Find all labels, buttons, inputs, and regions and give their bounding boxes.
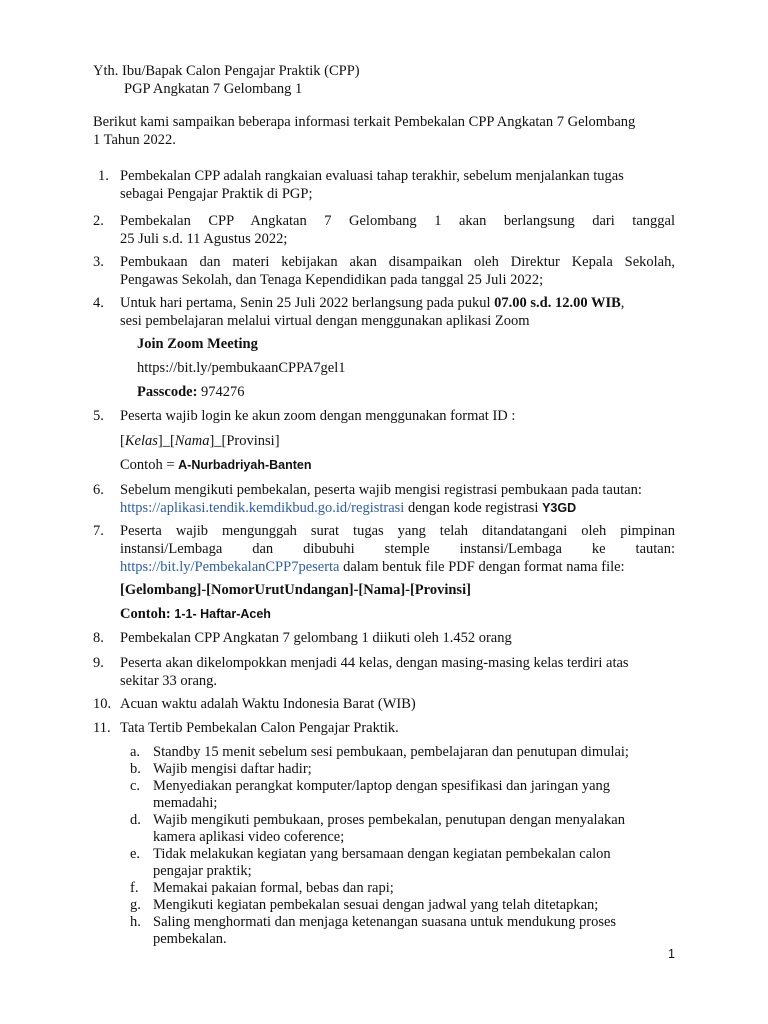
page-number: 1 bbox=[668, 947, 675, 961]
example-value: A-Nurbadriyah-Banten bbox=[178, 458, 312, 472]
salutation-line-1: Yth. Ibu/Bapak Calon Pengajar Praktik (CPP) bbox=[93, 63, 360, 79]
rule-g-line-1: Mengikuti kegiatan pembekalan sesuai dengan jadwal yang telah ditetapkan; bbox=[153, 897, 599, 913]
rule-f-letter: f. bbox=[130, 880, 139, 896]
item-10-number: 10. bbox=[93, 696, 112, 712]
registration-text: dengan kode registrasi bbox=[404, 500, 543, 516]
zoom-title bbox=[137, 335, 258, 353]
zoom-title-text: Join Zoom Meeting bbox=[137, 336, 258, 352]
format-bracket: [ bbox=[120, 433, 125, 449]
rule-c-line-2: memadahi; bbox=[153, 795, 218, 811]
item-7-number: 7. bbox=[93, 523, 104, 539]
item-7-line-1: Peserta wajib mengunggah surat tugas yang telah ditandatangani oleh pimpinan bbox=[120, 523, 675, 539]
item-3-line-1: Pembukaan dan materi kebijakan akan disampaikan oleh Direktur Kepala Sekolah, bbox=[120, 254, 675, 270]
item-1-number: 1. bbox=[98, 168, 109, 184]
format-sep: ]_[ bbox=[157, 433, 175, 449]
item-7-example-label: Contoh: bbox=[120, 606, 175, 622]
item-6-number: 6. bbox=[93, 482, 104, 498]
rule-f-line-1: Memakai pakaian formal, bebas dan rapi; bbox=[153, 880, 394, 896]
item-5-example bbox=[120, 456, 311, 474]
item-2-number: 2. bbox=[93, 213, 104, 229]
item-11-line-1: Tata Tertib Pembekalan Calon Pengajar Praktik. bbox=[120, 720, 399, 736]
rule-b-letter: b. bbox=[130, 761, 141, 777]
rule-d-letter: d. bbox=[130, 812, 141, 828]
item-5-id-format bbox=[120, 432, 280, 450]
item-7-line-3 bbox=[120, 558, 625, 576]
rule-c-letter: c. bbox=[130, 778, 141, 794]
passcode-value: 974276 bbox=[197, 384, 245, 400]
rule-h-line-1: Saling menghormati dan menjaga ketenangan suasana untuk mendukung proses bbox=[153, 914, 617, 930]
rule-b-line-1: Wajib mengisi daftar hadir; bbox=[153, 761, 312, 777]
item-6-line-2 bbox=[120, 499, 576, 517]
item-7-line-2: instansi/Lembaga dan dibubuhi stemple instansi/Lembaga ke tautan: bbox=[120, 541, 675, 557]
item-9-number: 9. bbox=[93, 655, 104, 671]
registration-link[interactable]: https://aplikasi.tendik.kemdikbud.go.id/registrasi bbox=[120, 500, 405, 516]
format-provinsi: ]_[Provinsi] bbox=[209, 433, 280, 449]
item-8-number: 8. bbox=[93, 630, 104, 646]
item-5-number: 5. bbox=[93, 408, 104, 424]
upload-text: dalam bentuk file PDF dengan format nama file: bbox=[339, 559, 625, 575]
item-9-line-1: Peserta akan dikelompokkan menjadi 44 kelas, dengan masing-masing kelas terdiri atas bbox=[120, 655, 629, 671]
rule-h-line-2: pembekalan. bbox=[153, 931, 227, 947]
item-3-line-2: Pengawas Sekolah, dan Tenaga Kependidikan pada tanggal 25 Juli 2022; bbox=[120, 272, 544, 288]
item-10-line-1: Acuan waktu adalah Waktu Indonesia Barat (WIB) bbox=[120, 696, 416, 712]
file-name-format bbox=[120, 581, 471, 599]
zoom-passcode bbox=[137, 383, 245, 401]
intro-line-2: 1 Tahun 2022. bbox=[93, 132, 176, 148]
format-kelas: Kelas bbox=[124, 433, 158, 449]
item-7-example bbox=[120, 605, 271, 623]
intro-line-1: Berikut kami sampaikan beberapa informasi terkait Pembekalan CPP Angkatan 7 Gelombang bbox=[93, 114, 636, 130]
passcode-label: Passcode: bbox=[137, 384, 198, 400]
example-label: Contoh = bbox=[120, 457, 179, 473]
upload-link[interactable]: https://bit.ly/PembekalanCPP7peserta bbox=[120, 559, 340, 575]
rule-g-letter: g. bbox=[130, 897, 141, 913]
item-11-number: 11. bbox=[93, 720, 111, 736]
item-1-line-1: Pembekalan CPP adalah rangkaian evaluasi tahap terakhir, sebelum menjalankan tugas bbox=[120, 168, 624, 184]
item-4-number: 4. bbox=[93, 295, 104, 311]
rule-e-line-1: Tidak melakukan kegiatan yang bersamaan dengan kegiatan pembekalan calon bbox=[153, 846, 611, 862]
item-9-line-2: sekitar 33 orang. bbox=[120, 673, 218, 689]
salutation-line-2: PGP Angkatan 7 Gelombang 1 bbox=[124, 81, 303, 97]
rule-d-line-1: Wajib mengikuti pembukaan, proses pembekalan, penutupan dengan menyalakan bbox=[153, 812, 625, 828]
item-3-number: 3. bbox=[93, 254, 104, 270]
item-4-line-2: sesi pembelajaran melalui virtual dengan menggunakan aplikasi Zoom bbox=[120, 313, 530, 329]
item-2-line-2: 25 Juli s.d. 11 Agustus 2022; bbox=[120, 231, 288, 247]
rule-h-letter: h. bbox=[130, 914, 141, 930]
item-4-line-1 bbox=[120, 294, 624, 312]
rule-d-line-2: kamera aplikasi video coference; bbox=[153, 829, 345, 845]
registration-code: Y3GD bbox=[542, 501, 577, 515]
rule-c-line-1: Menyediakan perangkat komputer/laptop dengan spesifikasi dan jaringan yang bbox=[153, 778, 611, 794]
item-4-time: 07.00 s.d. 12.00 WIB bbox=[494, 295, 621, 311]
file-name-format-text: [Gelombang]-[NomorUrutUndangan]-[Nama]-[Provinsi] bbox=[120, 582, 471, 598]
item-4-line-1-end: , bbox=[620, 295, 625, 311]
item-2-line-1: Pembekalan CPP Angkatan 7 Gelombang 1 akan berlangsung dari tanggal bbox=[120, 213, 675, 229]
item-6-line-1: Sebelum mengikuti pembekalan, peserta wajib mengisi registrasi pembukaan pada tautan: bbox=[120, 482, 642, 498]
item-8-line-1: Pembekalan CPP Angkatan 7 gelombang 1 diikuti oleh 1.452 orang bbox=[120, 630, 512, 646]
rule-e-letter: e. bbox=[130, 846, 141, 862]
format-nama: Nama bbox=[174, 433, 210, 449]
rule-a-letter: a. bbox=[130, 744, 141, 760]
item-1-line-2: sebagai Pengajar Praktik di PGP; bbox=[120, 186, 313, 202]
zoom-link[interactable]: https://bit.ly/pembukaanCPPA7gel1 bbox=[137, 360, 346, 376]
item-5-line-1: Peserta wajib login ke akun zoom dengan menggunakan format ID : bbox=[120, 408, 516, 424]
rule-a-line-1: Standby 15 menit sebelum sesi pembukaan, pembelajaran dan penutupan dimulai; bbox=[153, 744, 629, 760]
item-7-example-value: 1-1- Haftar-Aceh bbox=[174, 607, 271, 621]
item-4-line-1-text: Untuk hari pertama, Senin 25 Juli 2022 berlangsung pada pukul bbox=[120, 295, 495, 311]
rule-e-line-2: pengajar praktik; bbox=[153, 863, 252, 879]
